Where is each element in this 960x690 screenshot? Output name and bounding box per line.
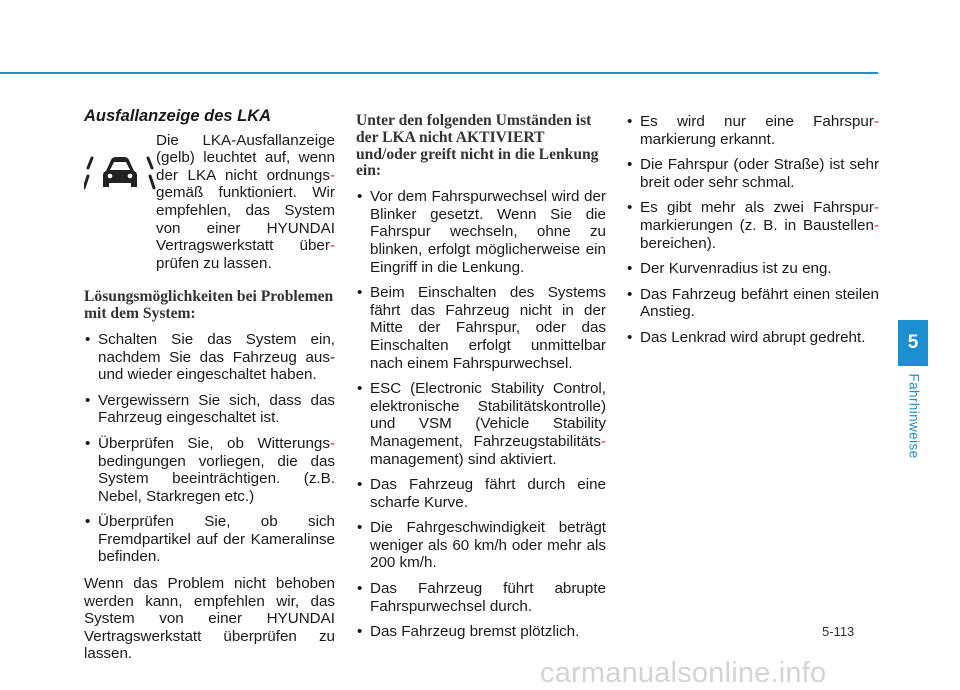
list-item: • Es gibt mehr als zwei Fahrspur- markierungen (z. B. in Baustellen- bereichen).: [626, 199, 879, 252]
watermark: carmanualsonline.info: [540, 657, 827, 689]
hyphen-mark: -: [873, 216, 879, 234]
column-middle: [356, 113, 606, 649]
page-number: 5-113: [822, 624, 855, 639]
column-right: [626, 113, 879, 355]
closing-paragraph: Wenn das Problem nicht behoben werden kann, empfehlen wir, das System von einer HYUNDAI Vertragswerkstatt überprüfen zu lassen.: [84, 575, 335, 663]
list-item: • Die Fahrgeschwindigkeit beträgt weniger als 60 km/h oder mehr als 200 km/h.: [356, 519, 606, 572]
conditions-heading: Unter den folgenden Umständen ist der LKA nicht AKTIVIERT und/oder greift nicht in die Lenkung ein:: [356, 112, 599, 180]
lka-intro-row: [84, 132, 335, 273]
lka-fault-heading: Ausfallanzeige des LKA: [84, 107, 272, 125]
hyphen-mark: -: [329, 166, 335, 184]
list-item: • ESC (Electronic Stability Control, elektronische Stabilitätskontrolle) und VSM (Vehicle Stability Management, Fahrzeugstabilitäts- management) sind aktiviert.: [356, 380, 606, 468]
solutions-heading: Lösungsmöglichkeiten bei Problemen mit dem System:: [84, 288, 334, 323]
conditions-list: [356, 188, 606, 641]
list-item: • Vergewissern Sie sich, dass das Fahrzeug eingeschaltet ist.: [84, 392, 335, 427]
list-item: • Das Fahrzeug fährt durch eine scharfe Kurve.: [356, 476, 606, 511]
hyphen-mark: -: [600, 432, 606, 450]
list-item: • Das Fahrzeug bremst plötzlich.: [356, 623, 606, 641]
list-item: • Das Fahrzeug befährt einen steilen Anstieg.: [626, 286, 879, 321]
list-item: • Das Lenkrad wird abrupt gedreht.: [626, 329, 879, 347]
header-rule: [0, 72, 878, 74]
hyphen-mark: -: [329, 434, 335, 452]
column-left: [84, 108, 335, 663]
list-item: • Schalten Sie das System ein, nachdem Sie das Fahrzeug aus- und wieder eingeschaltet haben.: [84, 331, 335, 384]
lka-fault-description: Die LKA-Ausfallanzeige (gelb) leuchtet auf, wenn der LKA nicht ordnungs- gemäß funktioniert. Wir empfehlen, das System von einer HYUNDAI Vertragswerkstatt über- prüfen zu lassen.: [156, 131, 335, 272]
solutions-list: [84, 331, 335, 566]
hyphen-mark: -: [873, 113, 879, 130]
list-item: • Überprüfen Sie, ob sich Fremdpartikel auf der Kameralinse befinden.: [84, 513, 335, 566]
list-item: • Überprüfen Sie, ob Witterungs- bedingungen vorliegen, die das System beeinträchtigen. (z.B. Nebel, Starkregen etc.): [84, 435, 335, 505]
list-item: • Es wird nur eine Fahrspur- markierung erkannt.: [626, 113, 879, 148]
hyphen-mark: -: [873, 199, 879, 217]
list-item: • Die Fahrspur (oder Straße) ist sehr breit oder sehr schmal.: [626, 156, 879, 191]
lane-keeping-assist-indicator-icon: [84, 138, 156, 204]
chapter-tab: [898, 320, 928, 366]
chapter-number: 5: [907, 332, 919, 353]
list-item: • Das Fahrzeug führt abrupte Fahrspurwechsel durch.: [356, 580, 606, 615]
hyphen-mark: -: [329, 237, 335, 255]
list-item: • Der Kurvenradius ist zu eng.: [626, 260, 879, 278]
chapter-title-vertical: Fahrhinweise: [906, 373, 922, 459]
conditions-list-continued: [626, 113, 879, 347]
list-item: • Beim Einschalten des Systems fährt das Fahrzeug nicht in der Mitte der Fahrspur, oder das Einschalten erfolgt unmittelbar nach einem Fahrspurwechsel.: [356, 284, 606, 372]
list-item: • Vor dem Fahrspurwechsel wird der Blinker gesetzt. Wenn Sie die Fahrspur wechseln, ohne zu blinken, erfolgt möglicherweise ein Eingriff in die Lenkung.: [356, 188, 606, 276]
